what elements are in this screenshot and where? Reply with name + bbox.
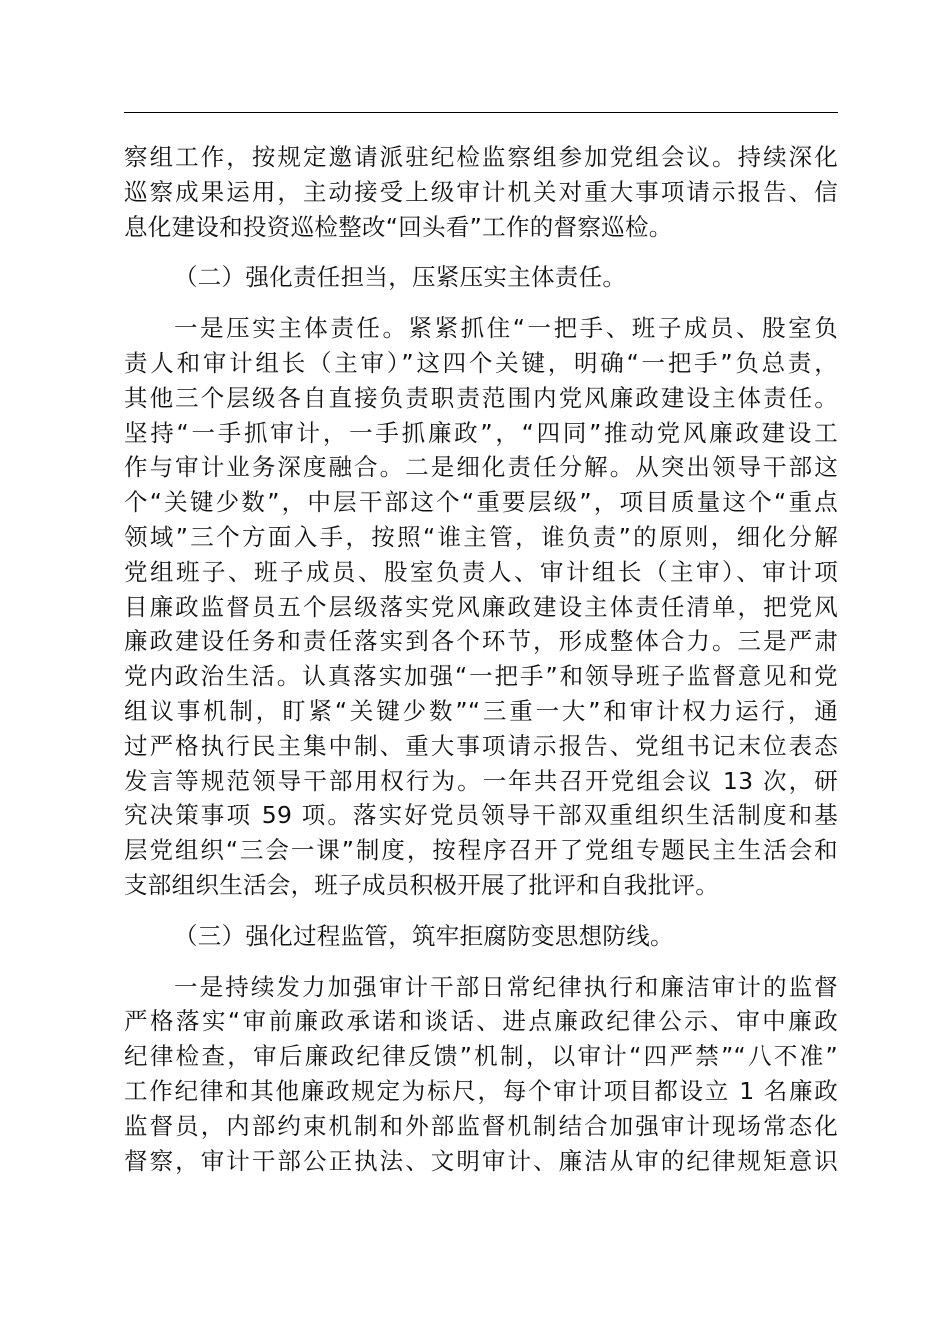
text-line: 究决策事项 59 项。落实好党员领导干部双重组织生活制度和基 xyxy=(124,801,838,830)
text-line: 纪律检查，审后廉政纪律反馈”机制，以审计“四严禁”“八不准” xyxy=(124,1042,838,1071)
text-line: 一是压实主体责任。紧紧抓住“一把手、班子成员、股室负 xyxy=(174,314,838,343)
header-rule xyxy=(124,112,838,113)
document-body xyxy=(124,140,838,1178)
text-line: 目廉政监督员五个层级落实党风廉政建设主体责任清单，把党风 xyxy=(124,592,838,621)
heading-line: （二）强化责任担当，压紧压实主体责任。 xyxy=(174,263,627,292)
text-line: 严格落实“审前廉政承诺和谈话、进点廉政纪律公示、审中廉政 xyxy=(124,1007,838,1036)
text-line: 督察，审计干部公正执法、文明审计、廉洁从审的纪律规矩意识 xyxy=(124,1146,838,1175)
text-line: 层党组织“三会一课”制度，按程序召开了党组专题民主生活会和 xyxy=(124,836,838,865)
text-line: 过严格执行民主集中制、重大事项请示报告、党组书记末位表态 xyxy=(124,731,838,760)
text-line: 组议事机制，盯紧“关键少数”“三重一大”和审计权力运行，通 xyxy=(124,696,838,725)
text-line: 察组工作，按规定邀请派驻纪检监察组参加党组会议。持续深化 xyxy=(124,143,838,171)
text-line: 领域”三个方面入手，按照“谁主管，谁负责”的原则，细化分解 xyxy=(124,522,838,551)
text-line: 党组班子、班子成员、股室负责人、审计组长（主审）、审计项 xyxy=(124,557,838,586)
text-line: 支部组织生活会，班子成员积极开展了批评和自我批评。 xyxy=(124,870,719,899)
text-line: 工作纪律和其他廉政规定为标尺，每个审计项目都设立 1 名廉政 xyxy=(124,1076,838,1105)
text-line: 坚持“一手抓审计，一手抓廉政”，“四同”推动党风廉政建设工 xyxy=(124,418,838,447)
section-heading xyxy=(124,919,838,954)
paragraph xyxy=(124,970,838,1179)
heading-line: （三）强化过程监管，筑牢拒腐防变思想防线。 xyxy=(174,921,674,950)
text-line: 监督员，内部约束机制和外部监督机制结合加强审计现场常态化 xyxy=(124,1111,838,1140)
text-line: 其他三个层级各自直接负责职责范围内党风廉政建设主体责任。 xyxy=(124,383,838,412)
text-line: 一是持续发力加强审计干部日常纪律执行和廉洁审计的监督 xyxy=(174,972,838,1001)
text-line: 发言等规范领导干部用权行为。一年共召开党组会议 13 次，研 xyxy=(124,766,838,795)
text-line: 个“关键少数”，中层干部这个“重要层级”，项目质量这个“重点 xyxy=(124,488,838,517)
text-line: 党内政治生活。认真落实加强“一把手”和领导班子监督意见和党 xyxy=(124,662,838,691)
paragraph xyxy=(124,140,838,244)
text-line: 巡察成果运用，主动接受上级审计机关对重大事项请示报告、信 xyxy=(124,177,838,206)
text-line: 息化建设和投资巡检整改“回头看”工作的督察巡检。 xyxy=(124,212,673,241)
text-line: 责人和审计组长（主审）”这四个关键，明确“一把手”负总责， xyxy=(124,348,838,377)
paragraph xyxy=(124,311,838,903)
text-line: 廉政建设任务和责任落实到各个环节，形成整体合力。三是严肃 xyxy=(124,627,838,656)
section-heading xyxy=(124,260,838,295)
text-line: 作与审计业务深度融合。二是细化责任分解。从突出领导干部这 xyxy=(124,453,838,482)
